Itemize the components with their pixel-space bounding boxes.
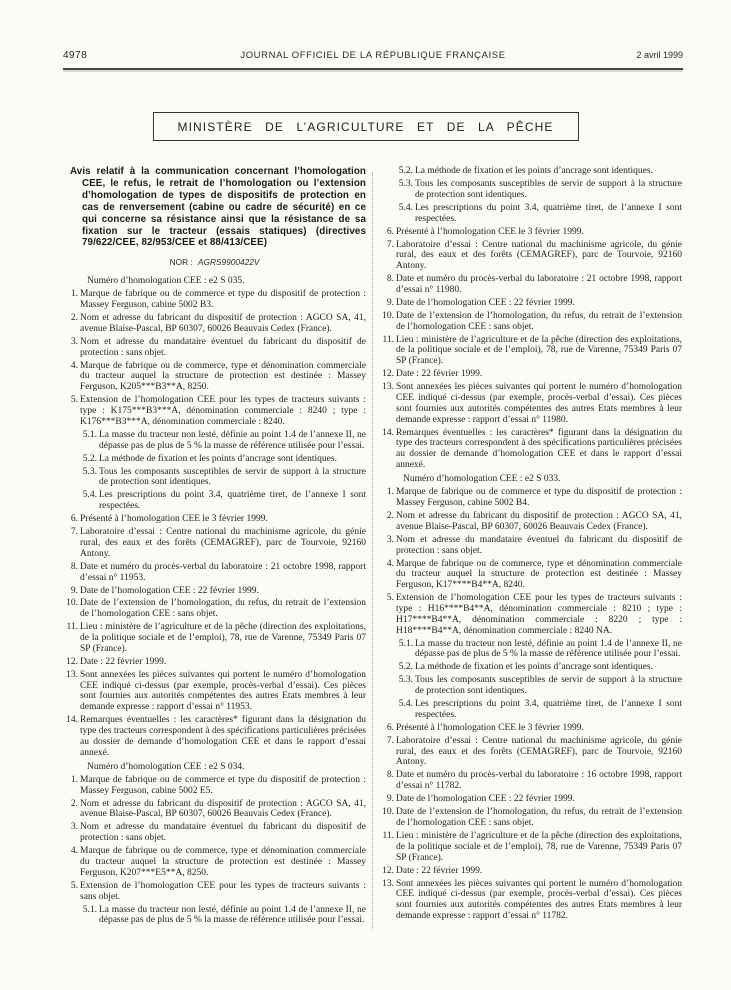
item-number: 14. [382,427,394,438]
list-item: 13. Sont annexées les pièces suivantes qui portent le numéro d’homologation CEE indiqué ci-dessus (par exemple, procès-verbal d’essai). Ces pièces sont fournies aux autorités compétentes des autres Etats membres à leur demande expresse : rapport d’essai n° 11782. [379,879,682,922]
list-item: 6. Présenté à l’homologation CEE le 3 février 1999. [379,227,682,238]
item-number: 9. [386,297,394,308]
nor-line [63,257,366,267]
item-number: 10. [66,598,78,609]
item-number: 5.2. [398,166,413,176]
list-item: 4. Marque de fabrique ou de commerce, type et dénomination commerciale du tracteur auquel la structure de protection est destinée : Massey Ferguson, K205***B3**A, 8250. [63,361,366,393]
text-columns [63,166,683,928]
item-number: 5.4. [82,490,97,501]
sub-item: 5.4. Les prescriptions du point 3.4, quatrième tiret, de l’annexe I sont respectées. [379,699,682,721]
item-number: 5.1. [398,638,413,649]
list-item: 11. Lieu : ministère de l’agriculture et de la pêche (direction des exploitations, de la politique sociale et de l’emploi), 78, rue de Varenne, 75349 Paris 07 SP (France). [379,831,682,863]
item-number: 5.3. [398,178,413,189]
item-number: 11. [66,622,78,633]
item-number: 2. [70,313,78,324]
item-number: 3. [70,822,78,833]
item-number: 7. [386,239,394,250]
list-item: 7. Laboratoire d’essai : Centre national du machinisme agricole, du génie rural, des eaux et des forêts (CEMAGREF), parc de Tourvoie, 92160 Antony. [63,527,366,559]
list-item: 10. Date de l’extension de l’homologation, du refus, du retrait de l’extension de l’homologation CEE : sans objet. [63,598,366,620]
item-number: 5.3. [82,466,97,477]
list-item: 9. Date de l’homologation CEE : 22 février 1999. [379,794,682,805]
list-item: 6. Présenté à l’homologation CEE le 3 février 1999. [63,514,366,525]
column-divider [372,172,373,930]
item-number: 5.4. [398,202,413,213]
list-item: 13. Sont annexées les pièces suivantes qui portent le numéro d’homologation CEE indiqué ci-dessus (par exemple, procès-verbal d’essai). Ces pièces sont fournies aux autorités compétentes des autres Etats membres à leur demande expresse : rapport d’essai n° 11953. [63,670,366,713]
sub-item: 5.1. La masse du tracteur non lesté, définie au point 1.4 de l’annexe II, ne dépasse pas de plus de 5 % la masse de référence utilisée pour l’essai. [63,430,366,452]
list-item: 1. Marque de fabrique ou de commerce et type du dispositif de protection : Massey Ferguson, cabine 5002 B4. [379,487,682,509]
item-number: 5. [386,593,394,604]
list-item: 10. Date de l’extension de l’homologation, du refus, du retrait de l’extension de l’homologation CEE : sans objet. [379,311,682,333]
list-item: 3. Nom et adresse du mandataire éventuel du fabricant du dispositif de protection : sans objet. [63,822,366,844]
list-item: 1. Marque de fabrique ou de commerce et type du dispositif de protection : Massey Ferguson, cabine 5002 B3. [63,289,366,311]
item-number: 11. [382,334,394,345]
list-item: 7. Laboratoire d’essai : Centre national du machinisme agricole, du génie rural, des eaux et des forêts (CEMAGREF), parc de Tourvoie, 92160 Antony. [379,240,682,272]
item-number: 1. [386,487,394,498]
list-item: 2. Nom et adresse du fabricant du dispositif de protection : AGCO SA, 41, avenue Blaise-Pascal, BP 60307, 60026 Beauvais Cedex (France). [379,511,682,533]
item-number: 5.4. [398,699,413,710]
item-number: 6. [70,514,78,525]
nor-value: AGRS9900422V [198,257,260,268]
item-number: 2. [386,511,394,522]
left-column [63,166,366,928]
item-number: 13. [382,382,394,393]
item-number: 1. [70,774,78,785]
item-number: 7. [386,735,394,746]
sub-item: 5.3. Tous les composants susceptibles de servir de support à la structure de protection sont identiques. [379,675,682,697]
sub-item: 5.2. La méthode de fixation et les points d’ancrage sont identiques. [379,662,682,673]
list-item: 13. Sont annexées les pièces suivantes qui portent le numéro d’homologation CEE indiqué ci-dessus (par exemple, procès-verbal d’essai). Ces pièces sont fournies aux autorités compétentes des autres Etats membres à leur demande expresse : rapport d’essai n° 11980. [379,382,682,425]
left-column-items [63,276,366,926]
item-number: 4. [70,360,78,371]
item-number: 3. [386,534,394,545]
item-number: 9. [70,585,78,596]
sub-item: 5.2. La méthode de fixation et les points d’ancrage sont identiques. [379,166,682,177]
list-item: 3. Nom et adresse du mandataire éventuel du fabricant du dispositif de protection : sans objet. [379,535,682,557]
item-number: 6. [386,722,394,733]
item-number: 2. [70,798,78,809]
item-number: 13. [382,878,394,889]
item-number: 10. [382,807,394,818]
journal-title: JOURNAL OFFICIEL DE LA RÉPUBLIQUE FRANÇAISE [240,50,506,61]
item-number: 6. [386,226,394,237]
item-number: 12. [382,369,394,380]
item-number: 12. [66,656,78,667]
header-rule [63,68,683,70]
item-number: 5. [70,880,78,891]
list-item: 14. Remarques éventuelles : les caractères* figurant dans la désignation du type des tracteurs correspondent à des spécifications particulières précisées au dossier de demande d’homologation CEE et dans le rapport d’essai annexé. [63,715,366,758]
item-number: 12. [382,865,394,876]
list-item: 8. Date et numéro du procès-verbal du laboratoire : 21 octobre 1998, rapport d’essai n° 11953. [63,562,366,584]
list-item: 5. Extension de l’homologation CEE pour les types de tracteurs suivants : type : H16****B4**A, dénomination commerciale : 8210 ; type : H17****B4**A, dénomination commerciale : 8220 ; type : H18****B4**A, dénomination commerciale : 8240 NA. [379,593,682,636]
item-number: 14. [66,715,78,726]
item-number: 8. [386,770,394,781]
item-number: 4. [70,846,78,857]
list-item: 12. Date : 22 février 1999. [63,657,366,668]
list-item: 8. Date et numéro du procès-verbal du laboratoire : 16 octobre 1998, rapport d’essai n° 11782. [379,770,682,792]
list-item: 11. Lieu : ministère de l’agriculture et de la pêche (direction des exploitations, de la politique sociale et de l’emploi), 78, rue de Varenne, 75349 Paris 07 SP (France). [379,335,682,367]
list-item: 11. Lieu : ministère de l’agriculture et de la pêche (direction des exploitations, de la politique sociale et de l’emploi), 78, rue de Varenne, 75349 Paris 07 SP (France). [63,622,366,654]
list-item: 8. Date et numéro du procès-verbal du laboratoire : 21 octobre 1998, rapport d’essai n° 11980. [379,274,682,296]
ministry-banner: MINISTÈRE DE L’AGRICULTURE ET DE LA PÊCHE [152,112,578,141]
item-number: 8. [386,274,394,285]
item-number: 3. [70,336,78,347]
page-number: 4978 [63,50,88,61]
list-item: 6. Présenté à l’homologation CEE le 3 février 1999. [379,723,682,734]
list-item: 9. Date de l’homologation CEE : 22 février 1999. [63,586,366,597]
right-column-items [379,166,682,922]
item-number: 11. [382,831,394,841]
item-number: 7. [70,527,78,538]
sub-item: 5.3. Tous les composants susceptibles de servir de support à la structure de protection sont identiques. [379,179,682,201]
notice-title: Avis relatif à la communication concernant l’homologation CEE, le refus, le retrait de l’homologation ou l’extension d’homologation de types de dispositifs de protection en cas de renversement (cabine ou cadre de sécurité) en ce qui concerne sa résistance ainsi que la résistance de sa fixation sur le tracteur (essais statiques) (directives 79/622/CEE, 82/953/CEE et 88/413/CEE) [70,166,366,249]
item-number: 5.1. [82,904,97,915]
list-item: 5. Extension de l’homologation CEE pour les types de tracteurs suivants : type : K175***B3***A, dénomination commerciale : 8240 ; type : K176***B3***A, dénomination commerciale : 8240. [63,395,366,427]
right-column [379,166,682,928]
sub-item: 5.4. Les prescriptions du point 3.4, quatrième tiret, de l’annexe I sont respectées. [63,490,366,512]
list-item: 7. Laboratoire d’essai : Centre national du machinisme agricole, du génie rural, des eaux et des forêts (CEMAGREF), parc de Tourvoie, 92160 Antony. [379,736,682,768]
list-item: 5. Extension de l’homologation CEE pour les types de tracteurs suivants : sans objet. [63,881,366,903]
list-item: 3. Nom et adresse du mandataire éventuel du fabricant du dispositif de protection : sans objet. [63,337,366,359]
list-item: 14. Remarques éventuelles : les caractères* figurant dans la désignation du type des tracteurs correspondent à des spécifications particulières précisées au dossier de demande d’homologation CEE et dans le rapport d’essai annexé. [379,428,682,471]
list-item: 12. Date : 22 février 1999. [379,866,682,877]
sub-item: 5.1. La masse du tracteur non lesté, définie au point 1.4 de l’annexe II, ne dépasse pas de plus de 5 % la masse de référence utilisée pour l’essai. [379,639,682,661]
list-item: 9. Date de l’homologation CEE : 22 février 1999. [379,298,682,309]
section-intro: Numéro d’homologation CEE : e2 S 035. [87,276,245,287]
issue-date: 2 avril 1999 [636,50,683,60]
item-number: 5.3. [398,675,413,686]
list-item: 2. Nom et adresse du fabricant du dispositif de protection : AGCO SA, 41, avenue Blaise-Pascal, BP 60307, 60026 Beauvais Cedex (France). [63,313,366,335]
sub-item: 5.4. Les prescriptions du point 3.4, quatrième tiret, de l’annexe I sont respectées. [379,203,682,225]
item-number: 1. [70,289,78,300]
list-item: 12. Date : 22 février 1999. [379,369,682,380]
list-item: 10. Date de l’extension de l’homologation, du refus, du retrait de l’extension de l’homologation CEE : sans objet. [379,807,682,829]
section-intro: Numéro d’homologation CEE : e2 S 034. [87,761,245,772]
item-number: 5.2. [398,662,413,673]
list-item: 1. Marque de fabrique ou de commerce et type du dispositif de protection : Massey Ferguson, cabine 5002 E5. [63,775,366,797]
nor-label: NOR : [169,257,193,268]
item-number: 4. [386,558,394,569]
section-intro: Numéro d’homologation CEE : e2 S 033. [403,474,561,485]
item-number: 5. [70,395,78,406]
item-number: 9. [386,794,394,805]
item-number: 10. [382,310,394,321]
sub-item: 5.1. La masse du tracteur non lesté, définie au point 1.4 de l’annexe II, ne dépasse pas de plus de 5 % la masse de référence utilisée pour l’essai. [63,905,366,927]
list-item: 2. Nom et adresse du fabricant du dispositif de protection : AGCO SA, 41, avenue Blaise-Pascal, BP 60307, 60026 Beauvais Cedex (France). [63,799,366,821]
list-item: 4. Marque de fabrique ou de commerce, type et dénomination commerciale du tracteur auquel la structure de protection est destinée : Massey Ferguson, K207***E5**A, 8250. [63,846,366,878]
running-head [63,50,683,61]
item-number: 5.1. [82,429,97,440]
item-number: 5.2. [82,453,97,464]
sub-item: 5.2. La méthode de fixation et les points d’ancrage sont identiques. [63,454,366,465]
item-number: 13. [66,669,78,680]
list-item: 4. Marque de fabrique ou de commerce, type et dénomination commerciale du tracteur auquel la structure de protection est destinée : Massey Ferguson, K17****B4**A, 8240. [379,559,682,591]
sub-item: 5.3. Tous les composants susceptibles de servir de support à la structure de protection sont identiques. [63,467,366,489]
item-number: 8. [70,561,78,572]
